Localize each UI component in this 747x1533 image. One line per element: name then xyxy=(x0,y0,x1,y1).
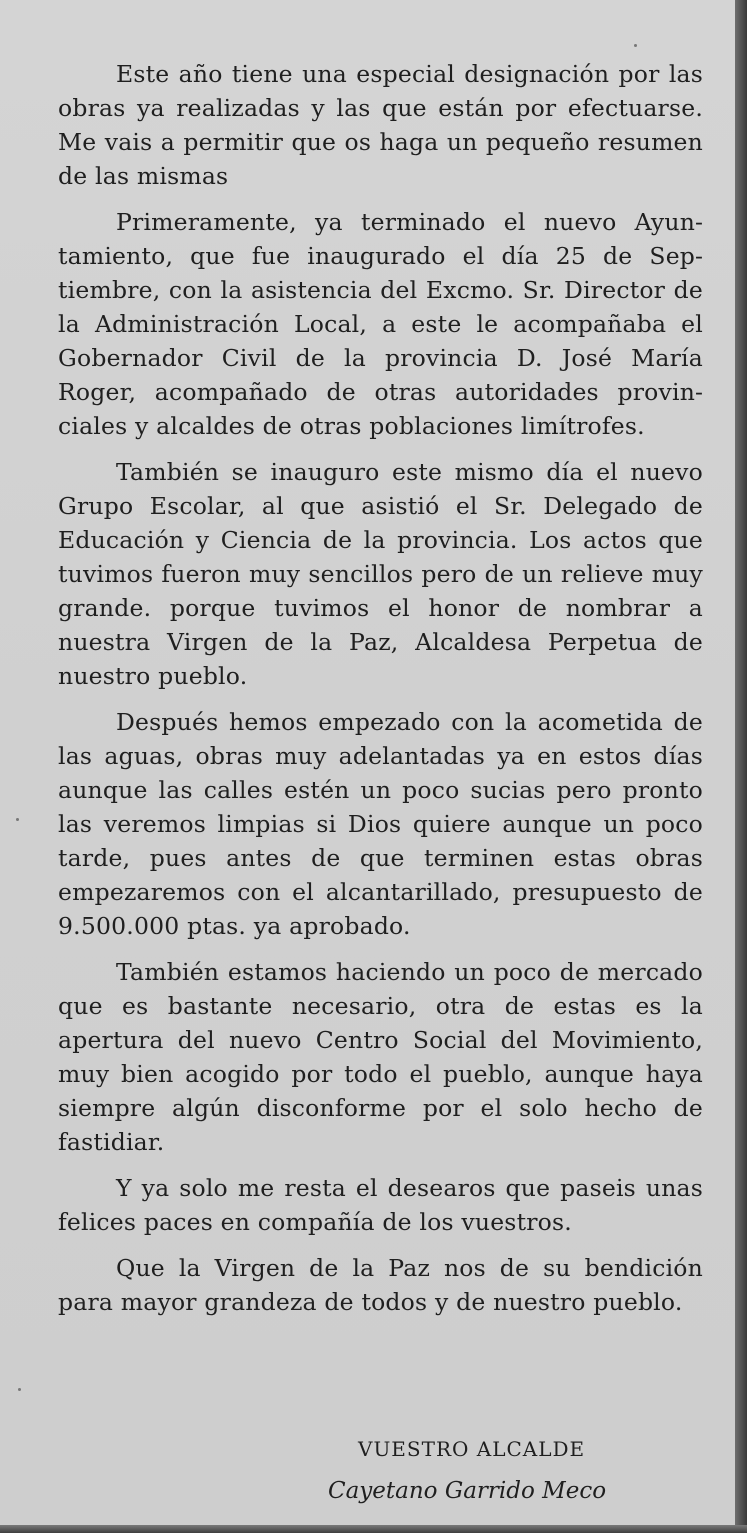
paragraph-grupo-escolar: También se inauguro este mismo día el nuevo Grupo Escolar, al que asistió el Sr. Delegado de Educación y Ciencia de la provincia. Los actos que tuvimos fueron muy sencillos pero de un relieve muy grande. porque tuvimos el honor de nombrar a nuestra Virgen de la Paz, Alcaldesa Perpetua de nuestro pueblo. xyxy=(58,458,703,690)
page-edge-right xyxy=(735,0,747,1533)
paragraph-aguas: Después hemos empezado con la acometida de las aguas, obras muy adelantadas ya en estos días aunque las calles estén un poco sucias pero pronto las veremos limpias si Dios quiere aunque un poco tarde, pues antes de que terminen estas obras empezaremos con el alcantarillado, presupuesto de 9.500.000 ptas. ya aprobado. xyxy=(58,708,703,940)
signature-name: Cayetano Garrido Meco xyxy=(328,1478,607,1504)
letter-body xyxy=(58,57,703,1331)
paragraph-intro: Este año tiene una especial designación por las obras ya realizadas y las que están por efectuarse. Me vais a permitir que os haga un pequeño resumen de las mismas xyxy=(58,60,703,190)
paper-speck xyxy=(634,44,637,47)
paper-speck xyxy=(18,1388,21,1391)
paper-speck xyxy=(16,818,19,821)
paragraph-mercado: También estamos haciendo un poco de mercado que es bastante necesario, otra de estas es la apertura del nuevo Centro Social del Movimiento, muy bien acogido por todo el pueblo, aunque haya siempre algún disconforme por el solo hecho de fastidiar. xyxy=(58,958,703,1156)
page-edge-bottom xyxy=(0,1525,747,1533)
paragraph-bendicion: Que la Virgen de la Paz nos de su bendición para mayor grandeza de todos y de nuestro pueblo. xyxy=(58,1254,703,1316)
paragraph-felicitacion: Y ya solo me resta el desearos que paseis unas felices paces en compañía de los vuestros. xyxy=(58,1174,703,1236)
signature-title: VUESTRO ALCALDE xyxy=(358,1437,586,1461)
paragraph-ayuntamiento: Primeramente, ya terminado el nuevo Ayuntamiento, que fue inaugurado el día 25 de Septiembre, con la asistencia del Excmo. Sr. Director de la Administración Local, a este le acompañaba el Gobernador Civil de la provincia D. José María Roger, acompañado de otras autoridades provinciales y alcaldes de otras poblaciones limítrofes. xyxy=(58,208,703,440)
